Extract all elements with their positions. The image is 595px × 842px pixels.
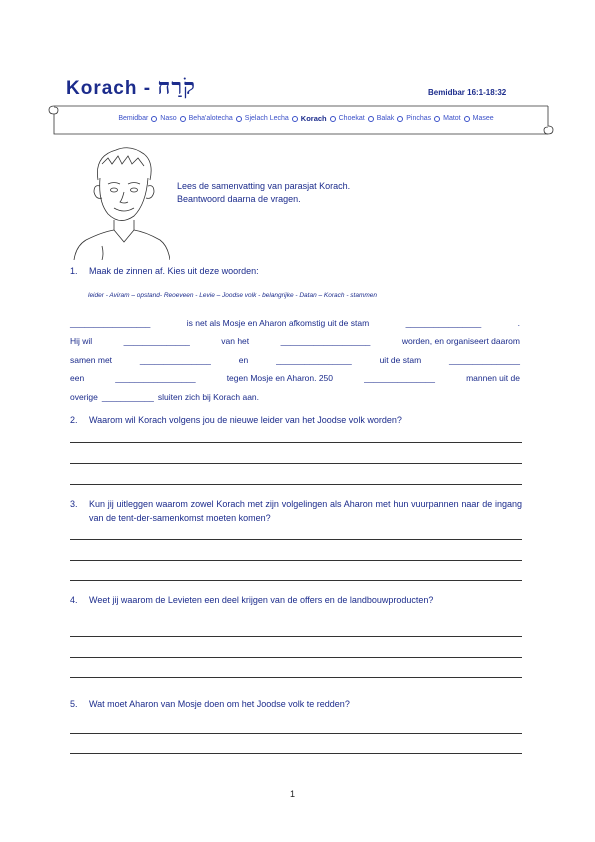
torah-reference: Bemidbar 16:1-18:32 [428, 88, 507, 97]
fill-text: van het [221, 336, 250, 347]
question-text: Weet jij waarom de Levieten een deel krijgen van de offers en de landbouwproducten? [89, 595, 434, 605]
question-1 [70, 264, 522, 278]
blank-line[interactable]: ______________ [123, 336, 190, 347]
bullet-icon [330, 116, 336, 122]
answer-line[interactable] [70, 753, 522, 754]
page-title [66, 74, 196, 100]
title-text: Korach - [66, 78, 158, 99]
answer-line[interactable] [70, 580, 522, 581]
bullet-icon [292, 116, 298, 122]
question-2 [70, 413, 522, 427]
blank-line[interactable]: ___________ [101, 391, 154, 402]
blank-line[interactable]: _______________ [449, 354, 520, 365]
fill-text: is net als Mosje en Aharon afkomstig uit de stam [186, 318, 370, 328]
parasha-link[interactable]: Masee [472, 115, 494, 122]
parasha-link[interactable]: Beha'alotecha [188, 115, 233, 122]
bullet-icon [368, 116, 374, 122]
question-number: 4. [70, 595, 78, 605]
fill-row [70, 332, 520, 350]
answer-line[interactable] [70, 560, 522, 561]
boy-illustration [72, 142, 170, 260]
bullet-icon [434, 116, 440, 122]
fill-row [70, 388, 520, 406]
fill-text: Hij wil [70, 336, 93, 347]
fill-text: . [517, 318, 520, 328]
fill-text: een [70, 373, 85, 384]
fill-in-paragraph [70, 314, 520, 406]
parasha-link[interactable]: Sjelach Lecha [244, 115, 289, 122]
blank-line[interactable]: ________________ [405, 318, 482, 328]
answer-line[interactable] [70, 636, 522, 637]
answer-line[interactable] [70, 539, 522, 540]
fill-row [70, 351, 520, 369]
bullet-icon [464, 116, 470, 122]
word-bank: leider - Aviram – opstand- Reoeveen - Levie – Joodse volk - belangrijke - Datan – Korach - stammen [88, 292, 378, 299]
blank-line[interactable]: _______________ [139, 354, 211, 365]
parasha-link[interactable]: Matot [443, 115, 461, 122]
question-text: Wat moet Aharon van Mosje doen om het Joodse volk te redden? [89, 699, 350, 709]
parasha-link[interactable]: Bemidbar [118, 115, 149, 122]
fill-text: uit de stam [379, 354, 422, 365]
parasha-link[interactable]: Pinchas [406, 115, 432, 122]
question-3 [70, 497, 522, 525]
question-4 [70, 593, 522, 621]
answer-line[interactable] [70, 657, 522, 658]
parasha-link[interactable]: Naso [160, 115, 177, 122]
blank-line[interactable]: ___________________ [280, 336, 371, 347]
fill-text: samen met [70, 354, 113, 365]
blank-line[interactable]: _________________ [70, 318, 151, 328]
answer-line[interactable] [70, 677, 522, 678]
answer-line[interactable] [70, 733, 522, 734]
blank-line[interactable]: _______________ [364, 373, 436, 384]
question-number: 3. [70, 499, 78, 509]
page-number: 1 [290, 789, 296, 799]
intro-line: Lees de samenvatting van parasjat Korach. [177, 181, 351, 191]
question-text: Kun jij uitleggen waarom zowel Korach met zijn volgelingen als Aharon met hun vuurpannen naar de ingang van de tent-der-samenkomst moeten komen? [89, 499, 522, 523]
question-text: Waarom wil Korach volgens jou de nieuwe leider van het Joodse volk worden? [89, 415, 402, 425]
fill-text: overige [70, 391, 98, 402]
fill-text: tegen Mosje en Aharon. 250 [226, 373, 334, 384]
question-number: 5. [70, 699, 78, 709]
question-number: 1. [70, 266, 78, 276]
blank-line[interactable]: _________________ [115, 373, 196, 384]
answer-line[interactable] [70, 484, 522, 485]
bullet-icon [151, 116, 157, 122]
answer-line[interactable] [70, 442, 522, 443]
intro-line: Beantwoord daarna de vragen. [177, 194, 301, 204]
fill-row [70, 314, 520, 332]
parasha-link[interactable]: Korach [300, 114, 327, 123]
fill-row [70, 369, 520, 387]
fill-text: worden, en organiseert daarom [401, 336, 520, 347]
bullet-icon [397, 116, 403, 122]
blank-line[interactable]: ________________ [276, 354, 352, 365]
answer-line[interactable] [70, 463, 522, 464]
parashot-list [100, 114, 512, 123]
question-number: 2. [70, 415, 78, 425]
parasha-link[interactable]: Choekat [338, 115, 365, 122]
intro-text [177, 180, 350, 206]
fill-text: sluiten zich bij Korach aan. [157, 391, 260, 402]
title-hebrew: קֹרַח [157, 74, 196, 100]
fill-text: mannen uit de [466, 373, 520, 384]
parasha-link[interactable]: Balak [376, 115, 395, 122]
question-text: Maak de zinnen af. Kies uit deze woorden: [89, 266, 259, 276]
bullet-icon [236, 116, 242, 122]
bullet-icon [180, 116, 186, 122]
fill-text: en [238, 354, 249, 365]
question-5 [70, 697, 522, 711]
